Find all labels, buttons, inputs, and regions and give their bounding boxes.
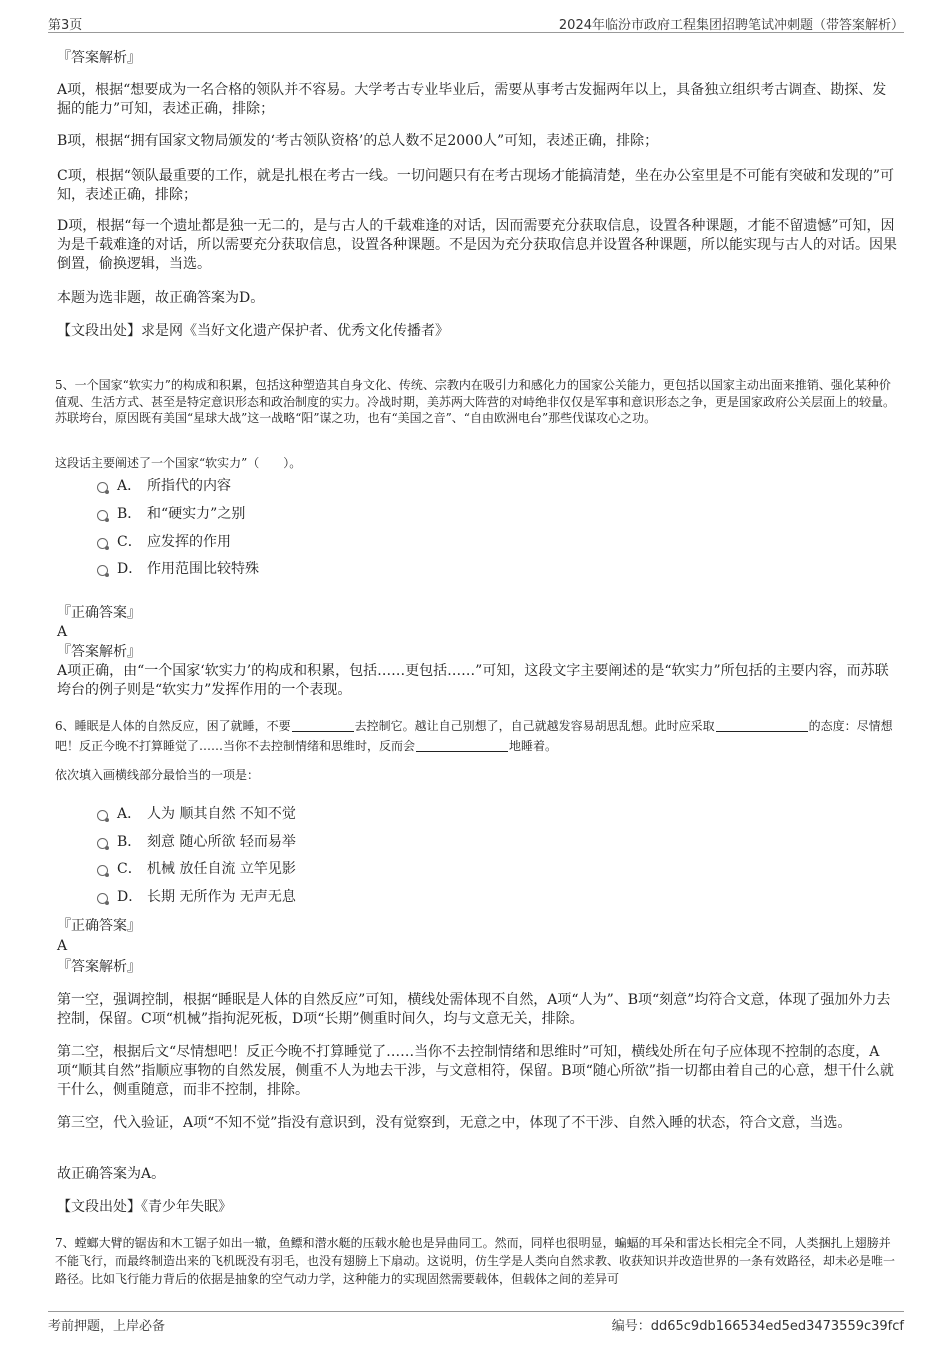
q6-analysis-title: 『答案解析』 xyxy=(57,959,141,975)
radio-icon[interactable] xyxy=(97,893,108,904)
radio-icon[interactable] xyxy=(97,565,108,576)
q5-option-c[interactable]: C． 应发挥的作用 xyxy=(97,533,231,553)
radio-icon[interactable] xyxy=(97,510,108,521)
q6-analysis-p3: 第三空，代入验证，A项“不知不觉”指没有意识到，没有觉察到，无意之中，体现了不干涉、自然入睡的状态，符合文意，当选。 xyxy=(57,1115,852,1131)
footer-code: 编号：dd65c9db166534ed5ed3473559c39fcf xyxy=(611,1319,904,1334)
page-footer xyxy=(48,1311,904,1335)
q5-question: 这段话主要阐述了一个国家“软实力”（ ）。 xyxy=(55,456,302,470)
blank-3 xyxy=(416,739,508,752)
q6-stem: 6、睡眠是人体的自然反应，困了就睡，不要 去控制它。越让自己别想了，自己就越发容易胡思乱想。此时应采取 的态度：尽情想吧！反正今晚不打算睡觉了……当你不去控制情绪和思维时，反而会 地睡着。 xyxy=(55,719,893,753)
q5-analysis: A项正确，由“一个国家‘软实力’的构成和积累，包括……更包括……”可知，这段文字主要阐述的是“软实力”所包括的主要内容，而苏联垮台的例子则是“软实力”发挥作用的一个表现。 xyxy=(57,663,889,698)
q6-source: 【文段出处】《青少年失眠》 xyxy=(57,1199,232,1215)
page-header xyxy=(48,14,904,33)
q7-stem: 7、螳螂大臂的锯齿和木工锯子如出一辙，鱼鳔和潜水艇的压载水舱也是异曲同工。然而，同样也很明显，蝙蝠的耳朵和雷达长相完全不同，人类捆扎上翅膀并不能飞行，而最终制造出来的飞机既没有羽毛，也没有翅膀上下扇动。这说明，仿生学是人类向自然求教、收获知识并改造世界的一条有效路径，却未必是唯一路径。比如飞行能力背后的依据是抽象的空气动力学，这种能力的实现固然需要载体，但载体之间的差异可 xyxy=(55,1236,896,1286)
q4-conclusion: 本题为选非题，故正确答案为D。 xyxy=(57,290,265,306)
q6-option-b[interactable]: B． 刻意 随心所欲 轻而易举 xyxy=(97,833,296,853)
page-number: 第3页 xyxy=(48,18,83,33)
blank-1 xyxy=(292,719,354,732)
q6-option-a[interactable]: A． 人为 顺其自然 不知不觉 xyxy=(97,805,296,825)
q5-option-d[interactable]: D． 作用范围比较特殊 xyxy=(97,560,259,580)
q5-option-b[interactable]: B． 和“硬实力”之别 xyxy=(97,505,245,525)
q5-answer: A xyxy=(57,624,68,640)
q6-question: 依次填入画横线部分最恰当的一项是： xyxy=(55,768,260,782)
q6-option-d[interactable]: D． 长期 无所作为 无声无息 xyxy=(97,888,296,908)
radio-icon[interactable] xyxy=(97,538,108,549)
q5-analysis-title: 『答案解析』 xyxy=(57,644,141,660)
document-title: 2024年临汾市政府工程集团招聘笔试冲刺题（带答案解析） xyxy=(558,18,904,33)
q4-analysis-title: 『答案解析』 xyxy=(57,50,141,66)
q5-option-a[interactable]: A． 所指代的内容 xyxy=(97,477,231,497)
q4-source: 【文段出处】求是网《当好文化遗产保护者、优秀文化传播者》 xyxy=(57,323,449,339)
q6-option-c[interactable]: C． 机械 放任自流 立竿见影 xyxy=(97,860,296,880)
q6-answer-title: 『正确答案』 xyxy=(57,918,141,934)
q6-answer: A xyxy=(57,938,68,954)
radio-icon[interactable] xyxy=(97,482,108,493)
q6-analysis-p2: 第二空，根据后文“尽情想吧！反正今晚不打算睡觉了……当你不去控制情绪和思维时”可知，横线处所在句子应体现不控制的态度，A项“顺其自然”指顺应事物的自然发展，侧重不人为地去干涉，与文意相符，保留。B项“随心所欲”指一切都由着自己的心意，想干什么就干什么，侧重随意，而非不控制，排除。 xyxy=(57,1044,894,1098)
q6-analysis-p1: 第一空，强调控制，根据“睡眠是人体的自然反应”可知，横线处需体现不自然，A项“人为”、B项“刻意”均符合文意，体现了强加外力去控制，保留。C项“机械”指拘泥死板，D项“长期”侧重时间久，均与文意无关，排除。 xyxy=(57,992,891,1027)
radio-icon[interactable] xyxy=(97,838,108,849)
q4-analysis-c: C项，根据“领队最重要的工作，就是扎根在考古一线。一切问题只有在考古现场才能搞清楚，坐在办公室里是不可能有突破和发现的”可知，表述正确，排除； xyxy=(57,168,895,203)
footer-slogan: 考前押题，上岸必备 xyxy=(48,1319,166,1334)
radio-icon[interactable] xyxy=(97,810,108,821)
radio-icon[interactable] xyxy=(97,865,108,876)
q4-analysis-b: B项，根据“拥有国家文物局颁发的‘考古领队资格’的总人数不足2000人”可知，表述正确，排除； xyxy=(57,133,659,149)
blank-2 xyxy=(716,719,808,732)
q5-answer-title: 『正确答案』 xyxy=(57,605,141,621)
q5-stem: 5、一个国家“软实力”的构成和积累，包括这种塑造其自身文化、传统、宗教内在吸引力和感化力的国家公关能力，更包括以国家主动出面来推销、强化某种价值观、生活方式、甚至是特定意识形态和政治制度的实力。冷战时期，美苏两大阵营的对峙绝非仅仅是军事和意识形态之争，更是国家政府公关层面上的较量。苏联垮台，原因既有美国“星球大战”这一战略“阳”谋之功，也有“美国之音”、“自由欧洲电台”那些伐谋攻心之功。 xyxy=(55,378,896,425)
q4-analysis-a: A项，根据“想要成为一名合格的领队并不容易。大学考古专业毕业后，需要从事考古发掘两年以上，具备独立组织考古调查、勘探、发掘的能力”可知，表述正确，排除； xyxy=(57,82,887,117)
q6-conclusion: 故正确答案为A。 xyxy=(57,1166,166,1182)
q4-analysis-d: D项，根据“每一个遗址都是独一无二的，是与古人的千载难逢的对话，因而需要充分获取信息，设置各种课题，才能不留遗憾”可知，因为是千载难逢的对话，所以需要充分获取信息，设置各种课题。不是因为充分获取信息并设置各种课题，所以能实现与古人的对话。因果倒置，偷换逻辑，当选。 xyxy=(57,218,897,272)
